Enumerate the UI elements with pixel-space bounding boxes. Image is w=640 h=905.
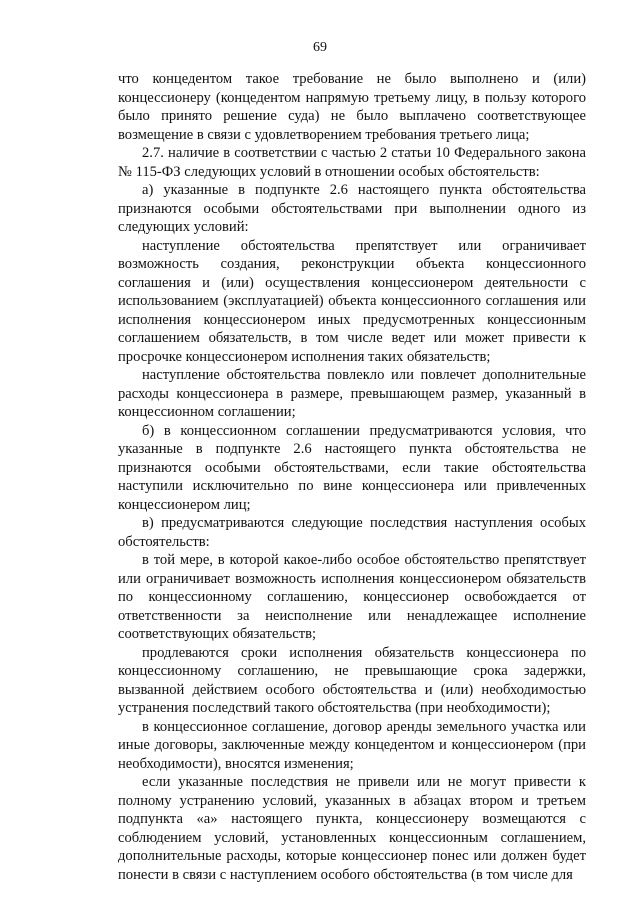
body-text xyxy=(118,70,586,884)
paragraph-2-7: 2.7. наличие в соответствии с частью 2 статьи 10 Федерального закона № 115-ФЗ следующих условий в отношении особых обстоятельств: xyxy=(118,145,586,180)
paragraph-condition-2: наступление обстоятельства повлекло или повлечет дополнительные расходы концессионера в размере, превышающем размер, указанный в концессионном соглашении; xyxy=(118,367,586,420)
paragraph-continuation: что концедентом такое требование не было выполнено и (или) концессионеру (концедентом напрямую третьему лицу, в пользу которого было принято решение суда) не было выплачено соответствующее возмещение в связи с удовлетворением требования третьего лица; xyxy=(118,71,586,143)
page-number: 69 xyxy=(313,40,327,55)
paragraph-condition-1: наступление обстоятельства препятствует или ограничивает возможность создания, реконструкции объекта концессионного соглашения и (или) осуществления концессионером деятельности с использованием (эксплуатацией) объекта концессионного соглашения или исполнения концессионером иных предусмотренных концессионным соглашением обязательств, в том числе ведет или может привести к просрочке концессионером исполнения таких обязательств; xyxy=(118,237,586,365)
paragraph-consequence-2: продлеваются сроки исполнения обязательств концессионера по концессионному соглашению, не превышающие срока задержки, вызванной действием особого обстоятельства и (или) необходимостью устранения последствий такого обстоятельства (при необходимости); xyxy=(118,644,586,716)
paragraph-subitem-a: а) указанные в подпункте 2.6 настоящего пункта обстоятельства признаются особыми обстоятельствами при выполнении одного из следующих условий: xyxy=(118,182,586,235)
paragraph-consequence-3: в концессионное соглашение, договор аренды земельного участка или иные договоры, заключенные между концедентом и концессионером (при необходимости), вносятся изменения; xyxy=(118,718,586,772)
paragraph-subitem-b: б) в концессионном соглашении предусматриваются условия, что указанные в подпункте 2.6 настоящего пункта обстоятельства не признаются особыми обстоятельствами, если такие обстоятельства наступили исключительно по вине концессионера или привлеченных концессионером лиц; xyxy=(118,422,586,513)
paragraph-consequence-1: в той мере, в которой какое-либо особое обстоятельство препятствует или ограничивает возможность исполнения концессионером обязательств по концессионному соглашению, концессионер освобождается от ответственности за неисполнение или ненадлежащее исполнение соответствующих обязательств; xyxy=(118,552,586,642)
paragraph-consequence-4: если указанные последствия не привели или не могут привести к полному устранению условий, указанных в абзацах втором и третьем подпункта «а» настоящего пункта, концессионеру возмещаются с соблюдением условий, установленных концессионным соглашением, дополнительные расходы, которые концессионер понес или должен будет понести в связи с наступлением особого обстоятельства (в том числе для xyxy=(118,774,586,883)
paragraph-subitem-v: в) предусматриваются следующие последствия наступления особых обстоятельств: xyxy=(118,515,586,550)
